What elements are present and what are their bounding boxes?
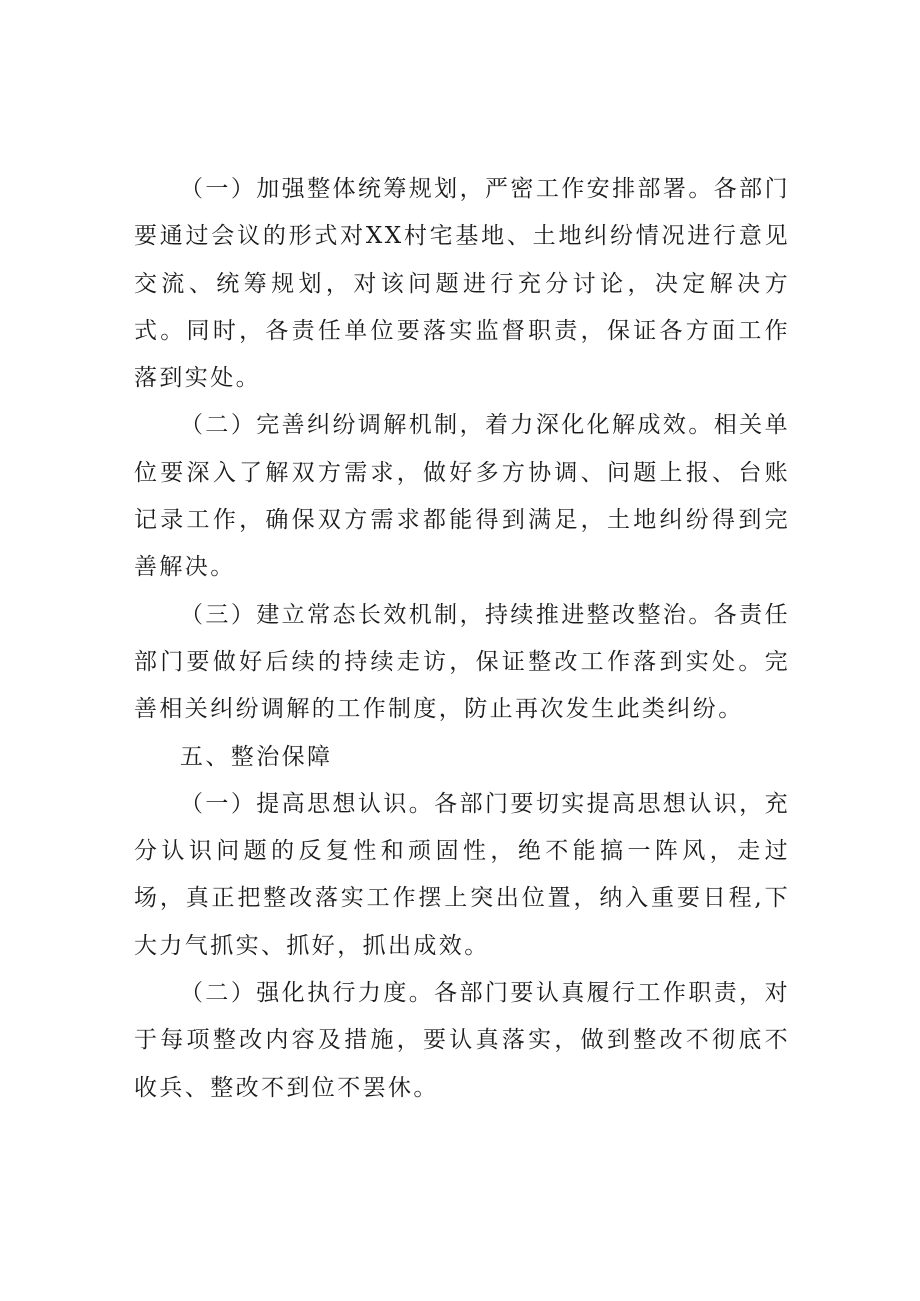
paragraph-mediation-mechanism: （二）完善纠纷调解机制，着力深化化解成效。相关单位要深入了解双方需求，做好多方协调、问题上报、台账记录工作，确保双方需求都能得到满足，土地纠纷得到完善解决。 — [134, 412, 790, 581]
document-body — [134, 166, 790, 1112]
paragraph-coordination-planning: （一）加强整体统筹规划，严密工作安排部署。各部门要通过会议的形式对XX村宅基地、土地纠纷情况进行意见交流、统筹规划，对该问题进行充分讨论，决定解决方式。同时，各责任单位要落实监督职责，保证各方面工作落到实处。 — [134, 176, 790, 392]
paragraph-long-term-mechanism: （三）建立常态长效机制，持续推进整改整治。各责任部门要做好后续的持续走访，保证整改工作落到实处。完善相关纠纷调解的工作制度，防止再次发生此类纠纷。 — [134, 601, 790, 723]
paragraph-strengthen-execution: （二）强化执行力度。各部门要认真履行工作职责，对于每项整改内容及措施，要认真落实，做到整改不彻底不收兵、整改不到位不罢休。 — [134, 980, 790, 1101]
section-heading-rectification-guarantee: 五、整治保障 — [180, 743, 333, 770]
paragraph-raise-awareness: （一）提高思想认识。各部门要切实提高思想认识，充分认识问题的反复性和顽固性，绝不能搞一阵风，走过场，真正把整改落实工作摆上突出位置，纳入重要日程,下大力气抓实、抓好，抓出成效。 — [134, 790, 790, 959]
